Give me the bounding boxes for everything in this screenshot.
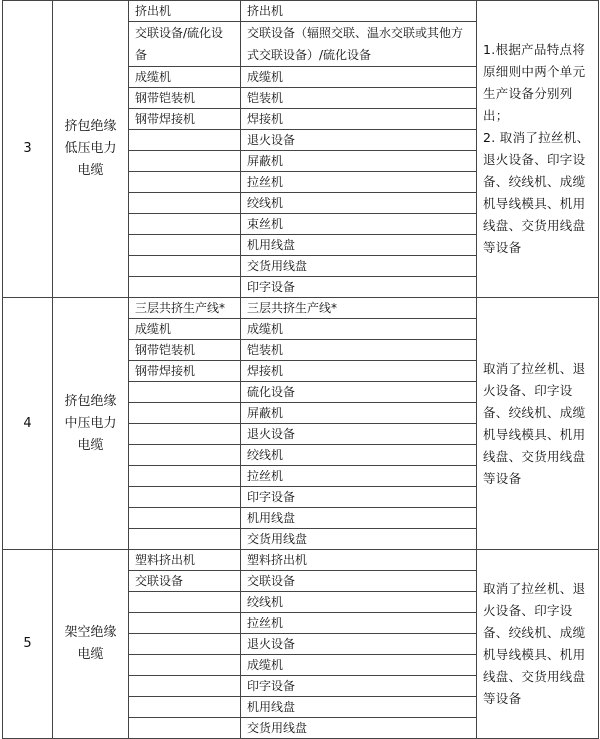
group-number: 4 bbox=[3, 298, 53, 550]
revised-equipment-cell: 印字设备 bbox=[241, 676, 477, 697]
original-equipment-cell bbox=[129, 256, 241, 277]
original-equipment-cell bbox=[129, 193, 241, 214]
revised-equipment-cell: 交联设备（辐照交联、温水交联或其他方式交联设备）/硫化设备 bbox=[241, 22, 477, 67]
revised-equipment-cell: 退火设备 bbox=[241, 130, 477, 151]
original-equipment-cell bbox=[129, 130, 241, 151]
revised-equipment-cell: 机用线盘 bbox=[241, 508, 477, 529]
revised-equipment-cell: 交货用线盘 bbox=[241, 529, 477, 550]
original-equipment-cell: 挤出机 bbox=[129, 1, 241, 22]
group-number: 5 bbox=[3, 550, 53, 739]
original-equipment-cell bbox=[129, 424, 241, 445]
revised-equipment-cell: 拉丝机 bbox=[241, 172, 477, 193]
original-equipment-cell bbox=[129, 634, 241, 655]
original-equipment-cell bbox=[129, 592, 241, 613]
revised-equipment-cell: 绞线机 bbox=[241, 445, 477, 466]
change-note: 1.根据产品特点将原细则中两个单元生产设备分别列出； 2. 取消了拉丝机、退火设备、印字设备、绞线机、成缆机导线模具、机用线盘、交货用线盘等设备 bbox=[477, 1, 599, 298]
original-equipment-cell: 交联设备/硫化设备 bbox=[129, 22, 241, 67]
table-row bbox=[3, 1, 599, 22]
table-body bbox=[3, 1, 599, 739]
change-note: 取消了拉丝机、退火设备、印字设备、绞线机、成缆机导线模具、机用线盘、交货用线盘等设备 bbox=[477, 550, 599, 739]
revised-equipment-cell: 成缆机 bbox=[241, 319, 477, 340]
revised-equipment-cell: 挤出机 bbox=[241, 1, 477, 22]
original-equipment-cell: 成缆机 bbox=[129, 319, 241, 340]
revised-equipment-cell: 屏蔽机 bbox=[241, 403, 477, 424]
table-row bbox=[3, 298, 599, 319]
equipment-comparison-table bbox=[2, 0, 599, 739]
product-type: 架空绝缘电缆 bbox=[53, 550, 129, 739]
original-equipment-cell bbox=[129, 466, 241, 487]
original-equipment-cell: 交联设备 bbox=[129, 571, 241, 592]
group-number: 3 bbox=[3, 1, 53, 298]
revised-equipment-cell: 绞线机 bbox=[241, 193, 477, 214]
original-equipment-cell bbox=[129, 613, 241, 634]
product-type: 挤包绝缘中压电力电缆 bbox=[53, 298, 129, 550]
revised-equipment-cell: 焊接机 bbox=[241, 109, 477, 130]
original-equipment-cell bbox=[129, 508, 241, 529]
original-equipment-cell: 成缆机 bbox=[129, 67, 241, 88]
revised-equipment-cell: 束丝机 bbox=[241, 214, 477, 235]
original-equipment-cell bbox=[129, 382, 241, 403]
original-equipment-cell: 三层共挤生产线* bbox=[129, 298, 241, 319]
original-equipment-cell bbox=[129, 172, 241, 193]
original-equipment-cell bbox=[129, 403, 241, 424]
original-equipment-cell bbox=[129, 529, 241, 550]
revised-equipment-cell: 铠装机 bbox=[241, 340, 477, 361]
revised-equipment-cell: 印字设备 bbox=[241, 487, 477, 508]
revised-equipment-cell: 退火设备 bbox=[241, 424, 477, 445]
original-equipment-cell: 钢带铠装机 bbox=[129, 340, 241, 361]
original-equipment-cell bbox=[129, 697, 241, 718]
revised-equipment-cell: 铠装机 bbox=[241, 88, 477, 109]
revised-equipment-cell: 绞线机 bbox=[241, 592, 477, 613]
revised-equipment-cell: 成缆机 bbox=[241, 67, 477, 88]
revised-equipment-cell: 机用线盘 bbox=[241, 235, 477, 256]
original-equipment-cell bbox=[129, 277, 241, 298]
original-equipment-cell bbox=[129, 655, 241, 676]
original-equipment-cell: 钢带铠装机 bbox=[129, 88, 241, 109]
table-row bbox=[3, 550, 599, 571]
original-equipment-cell bbox=[129, 718, 241, 739]
revised-equipment-cell: 交货用线盘 bbox=[241, 718, 477, 739]
revised-equipment-cell: 交货用线盘 bbox=[241, 256, 477, 277]
revised-equipment-cell: 三层共挤生产线* bbox=[241, 298, 477, 319]
revised-equipment-cell: 拉丝机 bbox=[241, 466, 477, 487]
original-equipment-cell bbox=[129, 676, 241, 697]
revised-equipment-cell: 屏蔽机 bbox=[241, 151, 477, 172]
original-equipment-cell bbox=[129, 487, 241, 508]
product-type: 挤包绝缘低压电力电缆 bbox=[53, 1, 129, 298]
revised-equipment-cell: 成缆机 bbox=[241, 655, 477, 676]
revised-equipment-cell: 机用线盘 bbox=[241, 697, 477, 718]
revised-equipment-cell: 印字设备 bbox=[241, 277, 477, 298]
original-equipment-cell bbox=[129, 235, 241, 256]
revised-equipment-cell: 交联设备 bbox=[241, 571, 477, 592]
revised-equipment-cell: 拉丝机 bbox=[241, 613, 477, 634]
original-equipment-cell: 钢带焊接机 bbox=[129, 361, 241, 382]
revised-equipment-cell: 塑料挤出机 bbox=[241, 550, 477, 571]
original-equipment-cell: 钢带焊接机 bbox=[129, 109, 241, 130]
original-equipment-cell bbox=[129, 214, 241, 235]
original-equipment-cell bbox=[129, 445, 241, 466]
original-equipment-cell: 塑料挤出机 bbox=[129, 550, 241, 571]
revised-equipment-cell: 退火设备 bbox=[241, 634, 477, 655]
revised-equipment-cell: 硫化设备 bbox=[241, 382, 477, 403]
change-note: 取消了拉丝机、退火设备、印字设备、绞线机、成缆机导线模具、机用线盘、交货用线盘等设备 bbox=[477, 298, 599, 550]
revised-equipment-cell: 焊接机 bbox=[241, 361, 477, 382]
original-equipment-cell bbox=[129, 151, 241, 172]
